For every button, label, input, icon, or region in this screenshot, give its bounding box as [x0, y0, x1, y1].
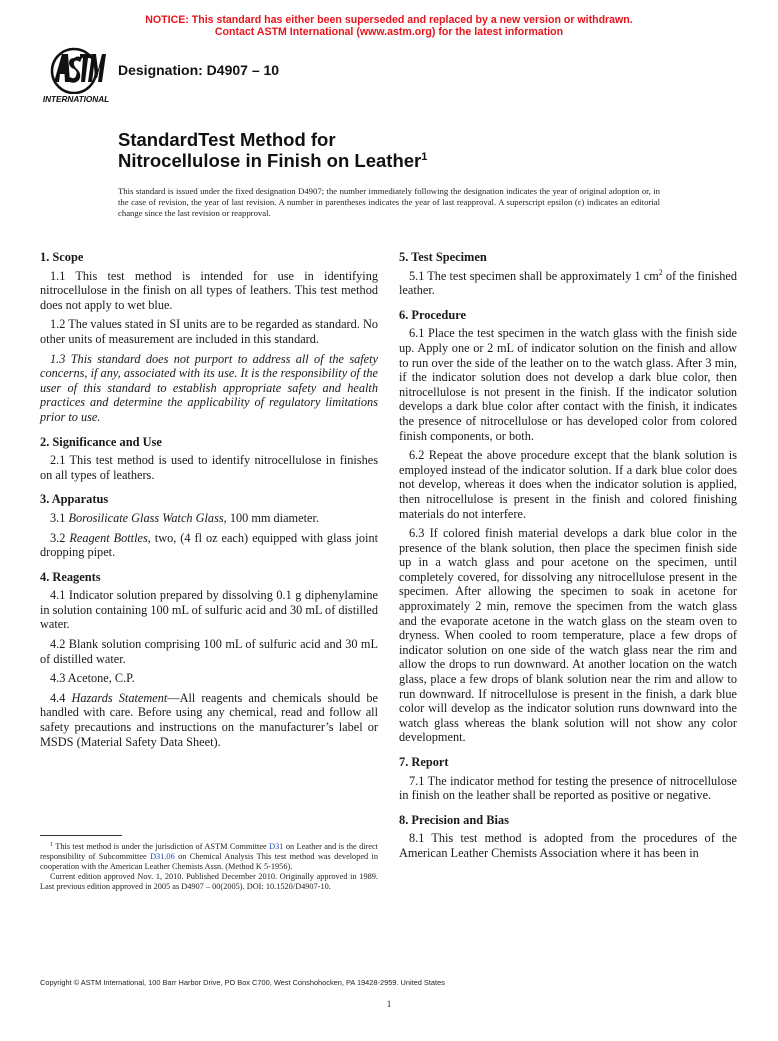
title-line-2 [118, 151, 427, 172]
section-heading: 8. Precision and Bias [399, 812, 509, 827]
para-term: Hazards Statement [71, 690, 168, 705]
paragraph-4-3: 4.3 Acetone, C.P. [50, 671, 135, 686]
section-heading: 5. Test Specimen [399, 250, 487, 264]
para-term: Borosilicate Glass Watch Glass, [68, 510, 227, 525]
section-heading: 1. Scope [40, 250, 84, 264]
paragraph-6-1: 6.1 Place the test specimen in the watch glass with the finish side up. Apply one or 2 mL of indicator solution on the finish and allow to run over the side of the leather on to the watch glass. After 3 min, if the indicator solution does not develop a dark blue color, then nitrocellulose is not present in the finish. If the indicator solution develops a dark blue color after contact with the finish, it indicates the presence of nitrocellulose or has developed color from colored finish components, or both. [399, 326, 737, 443]
para-text: 5.1 The test specimen shall be approximately 1 cm [409, 268, 659, 283]
safety-statement: 1.3 This standard does not purport to address all of the safety concerns, if any, associated with its use. It is the responsibility of the user of this standard to establish appropriate safety and health practices and determine the applicability of regulatory limitations prior to use. [40, 351, 378, 424]
notice-line-1: NOTICE: This standard has either been superseded and replaced by a new version or withdrawn. [145, 14, 633, 26]
footnotes [40, 842, 378, 892]
para-number: 3.2 [50, 530, 66, 545]
page-number: 1 [386, 1000, 392, 1010]
paragraph-5-1 [399, 269, 737, 298]
para-text: —All reagents and chemicals should be handled with care. Before using any chemical, read and follow all safety precautions and instructions on the manufacturer’s label or MSDS (Material Safety Data Sheet). [40, 690, 379, 749]
title-line-1: StandardTest Method for [118, 129, 336, 150]
paragraph-3-2 [40, 531, 378, 560]
designation: Designation: D4907 – 10 [118, 62, 280, 78]
para-number: 4.4 [50, 690, 66, 705]
paragraph-8-1: 8.1 This test method is adopted from the procedures of the American Leather Chemists Association where it has been in [399, 831, 737, 860]
footnote-edition: Current edition approved Nov. 1, 2010. Published December 2010. Originally approved in 1989. Last previous edition approved in 2005 as D4907 – 00(2005). DOI: 10.1520/D4907-10. [40, 872, 378, 891]
footnote-text: This test method is under the jurisdiction of ASTM Committee [53, 842, 270, 851]
section-heading: 6. Procedure [399, 307, 466, 322]
paragraph-2-1: 2.1 This test method is used to identify nitrocellulose in finishes on all types of leathers. [40, 453, 378, 482]
astm-logo-icon [40, 44, 112, 106]
section-heading: 2. Significance and Use [40, 434, 162, 449]
logo-caption: INTERNATIONAL [42, 95, 110, 104]
paragraph-1-2: 1.2 The values stated in SI units are to be regarded as standard. No other units of measurement are included in this standard. [40, 317, 378, 346]
paragraph-4-1: 4.1 Indicator solution prepared by dissolving 0.1 g diphenylamine in solution containing 100 mL of sulfuric acid and 30 mL of distilled water. [40, 588, 378, 632]
committee-link[interactable]: D31 [269, 842, 284, 851]
section-reagents [40, 570, 378, 750]
page-title [118, 130, 427, 171]
paragraph-1-1: 1.1 This test method is intended for use in identifying nitrocellulose in the finish on all types of leathers. This test method does not apply to wet blue. [40, 268, 378, 312]
left-column [40, 250, 378, 759]
section-heading: 7. Report [399, 755, 449, 769]
para-term: Reagent Bottles, [69, 530, 151, 545]
paragraph-6-3: 6.3 If colored finish material develops a dark blue color in the presence of the blank solution, then place the specimen finish side up in a watch glass and pour acetone on the specimen, until completely covered, for dissolving any nitrocellulose present in the specimen. After allowing the specimen to soak in acetone for approximately 2 min, remove the specimen from the watch glass and the evaporate acetone in the watch glass on the steam oven to dryness. When cooled to room temperature, place a few drops of indicator solution on one side of the watch glass near the rim and allow the drops to run downward. At another location on the watch glass, place a few drops of blank solution near the rim and allow to run downward. If nitrocellulose is present in the finish, a dark blue color will develop as the indicator solution runs downward into the watch glass whereas the blank solution will not show any color development. [399, 526, 737, 745]
section-heading: 4. Reagents [40, 569, 101, 584]
section-procedure [399, 308, 737, 745]
title-footnote-mark[interactable]: 1 [421, 150, 428, 163]
para-text: of the finished leather. [399, 268, 738, 298]
standard-intro: This standard is issued under the fixed designation D4907; the number immediately following the designation indicates the year of original adoption or, in the case of revision, the year of last revision. A number in parentheses indicates the year of last reapproval. A superscript epsilon (ε) indicates an editorial change since the last revision or reapproval. [118, 186, 660, 218]
section-test-specimen [399, 250, 737, 298]
section-significance [40, 435, 378, 483]
para-text: two, (4 fl oz each) equipped with glass joint dropping pipet. [40, 530, 379, 560]
section-precision [399, 813, 737, 861]
notice-line-2: Contact ASTM International (www.astm.org) for the latest information [214, 26, 564, 38]
right-column [399, 250, 737, 871]
title-line-2-text: Nitrocellulose in Finish on Leather [118, 149, 422, 171]
section-scope [40, 250, 378, 425]
paragraph-1-3 [40, 352, 378, 425]
section-apparatus [40, 492, 378, 559]
paragraph-6-2: 6.2 Repeat the above procedure except that the blank solution is employed instead of the indicator solution. If a dark blue color does not develop, whereas it does when the indicator solution is applied, then nitrocellulose is present in the finish and colored finishing materials do not interfere. [399, 448, 737, 521]
para-text: 100 mm diameter. [229, 510, 319, 525]
footnote-1 [40, 842, 378, 872]
paragraph-4-4 [40, 691, 378, 749]
footnote-mark: 1 [50, 842, 53, 848]
para-number: 3.1 [50, 510, 66, 525]
astm-logo [40, 44, 112, 106]
paragraph-4-2: 4.2 Blank solution comprising 100 mL of sulfuric acid and 30 mL of distilled water. [40, 637, 378, 666]
subcommittee-link[interactable]: D31.06 [150, 852, 175, 861]
section-heading: 3. Apparatus [40, 492, 109, 507]
paragraph-3-1 [40, 511, 378, 526]
paragraph-7-1: 7.1 The indicator method for testing the presence of nitrocellulose in finish on the leather shall be reported as positive or negative. [399, 773, 737, 803]
footnote-text: on Leather and is the direct responsibility of Subcommittee [40, 842, 378, 861]
footnote-divider [40, 835, 122, 836]
superscript: 2 [658, 267, 663, 277]
footnote-text: on Chemical Analysis This test method was developed in cooperation with the American Leather Chemists Assn. (Method K 5-1956). [40, 852, 378, 871]
copyright: Copyright © ASTM International, 100 Barr Harbor Drive, PO Box C700, West Conshohocken, PA 19428-2959. United States [40, 978, 445, 987]
section-report [399, 755, 737, 803]
